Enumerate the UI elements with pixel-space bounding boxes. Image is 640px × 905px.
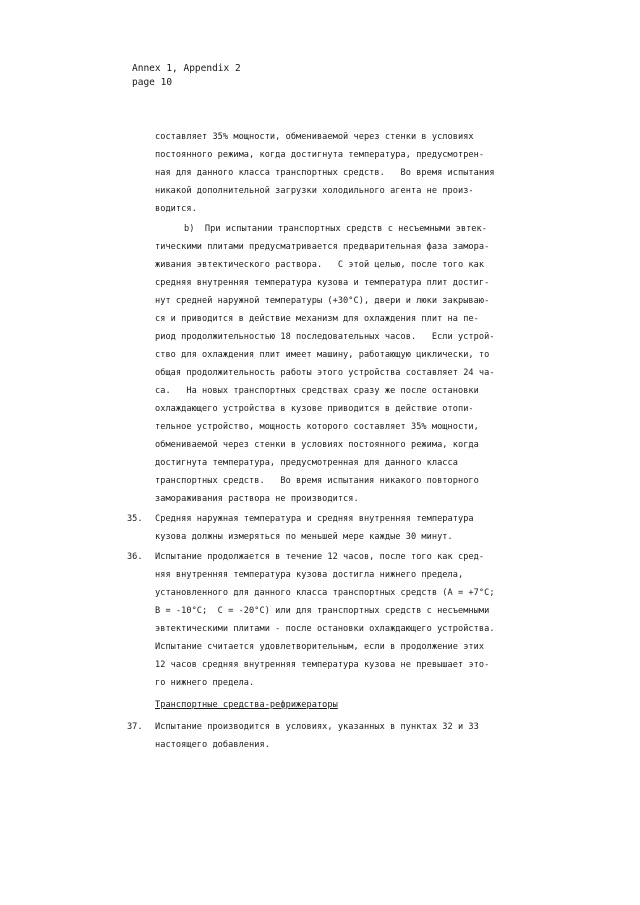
text-line: риод продолжительностью 18 последовательных часов. Если устрой- — [155, 332, 495, 342]
text-line: 12 часов средняя внутренняя температура кузова не превышает это- — [155, 660, 490, 670]
text-line: живания эвтектического раствора. С этой целью, после того как — [155, 260, 485, 270]
text-line: эвтектическими плитами - после остановки охлаждающего устройства. — [155, 624, 495, 634]
text-line: настоящего добавления. — [155, 740, 270, 750]
text-line: ная для данного класса транспортных средств. Во время испытания — [155, 168, 495, 178]
page-number: page 10 — [132, 77, 173, 88]
text-line: общая продолжительность работы этого устройства составляет 24 ча- — [155, 368, 495, 378]
text-line: няя внутренняя температура кузова достигла нижнего предела, — [155, 570, 464, 580]
text-line: замораживания раствора не производится. — [155, 494, 359, 504]
text-line: установленного для данного класса транспортных средств (A = +7°C; — [155, 588, 495, 598]
page-header — [132, 62, 241, 90]
section-heading: Транспортные средства-рефрижераторы — [155, 700, 338, 710]
text-line: достигнута температура, предусмотренная для данного класса — [155, 458, 458, 468]
text-line: са. На новых транспортных средствах сразу же после остановки — [155, 386, 479, 396]
text-line: обмениваемой через стенки в условиях постоянного режима, когда — [155, 440, 479, 450]
text-line: B = -10°C; C = -20°C) или для транспортных средств с несъемными — [155, 606, 490, 616]
text-line: Испытание продолжается в течение 12 часов, после того как сред- — [155, 552, 485, 562]
text-line: постоянного режима, когда достигнута температура, предусмотрен- — [155, 150, 485, 160]
text-line: средняя внутренняя температура кузова и температура плит достиг- — [155, 278, 490, 288]
item-number: 36. — [127, 552, 143, 562]
text-line: охлаждающего устройства в кузове приводится в действие отопи- — [155, 404, 474, 414]
text-line: транспортных средств. Во время испытания никакого повторного — [155, 476, 479, 486]
text-line: составляет 35% мощности, обмениваемой через стенки в условиях — [155, 132, 474, 142]
text-line: нут средней наружной температуры (+30°C), двери и люки закрываю- — [155, 296, 490, 306]
text-line: Испытание производится в условиях, указанных в пунктах 32 и 33 — [155, 722, 479, 732]
text-line: го нижнего предела. — [155, 678, 255, 688]
item-number: 37. — [127, 722, 143, 732]
annex-reference: Annex 1, Appendix 2 — [132, 63, 241, 74]
text-line: тельное устройство, мощность которого составляет 35% мощности, — [155, 422, 479, 432]
text-line: b) При испытании транспортных средств с несъемными эвтек- — [184, 224, 487, 234]
text-line: Средняя наружная температура и средняя внутренняя температура — [155, 514, 474, 524]
text-line: тическими плитами предусматривается предварительная фаза замора- — [155, 242, 490, 252]
item-number: 35. — [127, 514, 143, 524]
text-line: Испытание считается удовлетворительным, если в продолжение этих — [155, 642, 485, 652]
text-line: никакой дополнительной загрузки холодильного агента не произ- — [155, 186, 474, 196]
text-line: ство для охлаждения плит имеет машину, работающую циклически, то — [155, 350, 490, 360]
text-line: кузова должны измеряться по меньшей мере каждые 30 минут. — [155, 532, 453, 542]
text-line: водится. — [155, 204, 197, 214]
text-line: ся и приводится в действие механизм для охлаждения плит на пе- — [155, 314, 479, 324]
